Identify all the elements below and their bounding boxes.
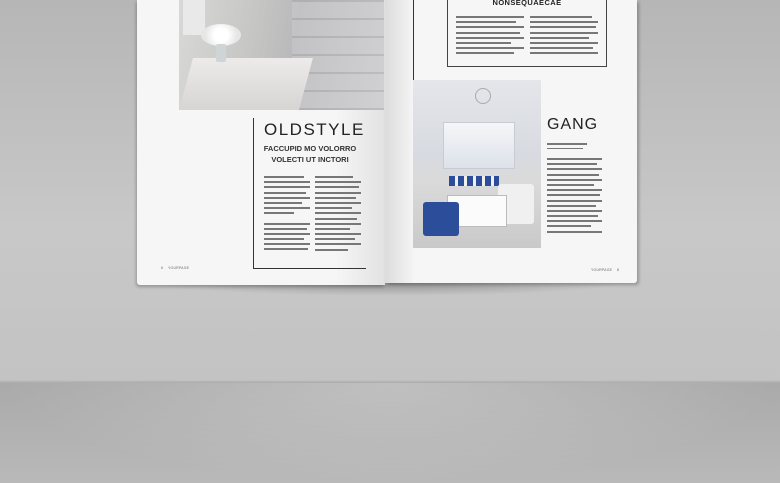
footer-label: YOURPAGE	[591, 268, 613, 272]
article-subtitle	[254, 143, 366, 165]
text-column-1	[264, 176, 310, 254]
blue-sofa-shape	[423, 202, 459, 236]
vase-shape	[216, 44, 226, 62]
shelf-shape	[292, 0, 384, 110]
flowers-shape	[201, 24, 241, 46]
striped-cushion-shape	[449, 176, 499, 186]
living-room-photo	[413, 80, 541, 248]
box-title: NONSEQUAECAE	[492, 0, 562, 7]
text-column-2	[315, 176, 361, 254]
lamp-shape	[475, 88, 491, 104]
article-subtitle-line-2: VOLECTI UT INCTORI	[271, 155, 349, 164]
gang-meta	[547, 143, 587, 152]
left-page	[137, 0, 385, 285]
nonsequaecae-box	[447, 0, 607, 67]
counter-shape	[179, 58, 313, 110]
footer-page-number: 6	[161, 266, 164, 270]
right-page	[385, 0, 637, 283]
article-subtitle-line-1: FACCUPID MO VOLORRO	[263, 144, 357, 153]
gang-title: GANG	[547, 116, 599, 133]
box-text-column-2	[530, 16, 598, 58]
footer-label: YOURPAGE	[168, 266, 190, 270]
box-text-column-1	[456, 16, 524, 58]
article-title: OLDSTYLE	[264, 120, 365, 139]
bathroom-photo	[179, 0, 384, 110]
footer-page-number: 8	[617, 268, 620, 272]
gang-text-column	[547, 158, 602, 236]
window-shape	[443, 122, 515, 169]
floor-reflection	[0, 383, 780, 483]
